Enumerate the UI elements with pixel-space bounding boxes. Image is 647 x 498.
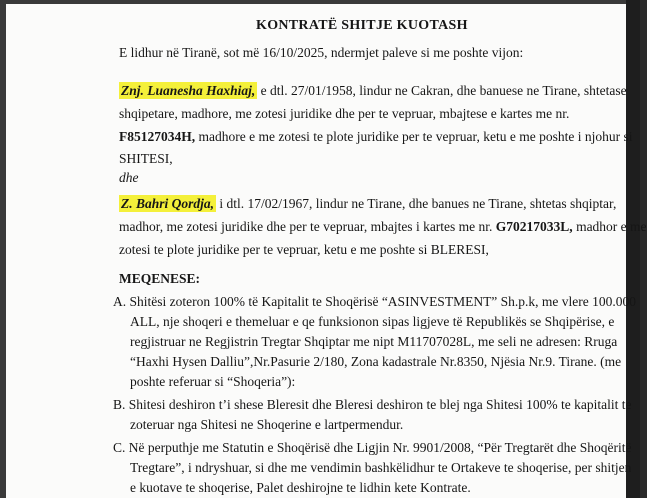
clause-c-line-3: e kuotave te shoqerise, Palet deshirojne te lidhin kete Kontrate. (130, 480, 471, 495)
seller-line-1 (119, 82, 627, 100)
seller-name-highlight: Znj. Luanesha Haxhiaj, (121, 83, 256, 98)
clause-a-line-5: poshte referuar si “Shoqeria”): (130, 374, 296, 389)
buyer-line-1 (119, 195, 616, 213)
intro-line: E lidhur në Tiranë, sot më 16/10/2025, ndermjet paleve si me poshte vijon: (119, 45, 524, 60)
buyer-line-3: zotesi te plote juridike per te vepruar, ketu e me poshte si BLERESI, (119, 242, 489, 257)
buyer-id-number: G70217033L, (495, 219, 573, 234)
buyer-name-highlight: Z. Bahri Qordja, (121, 196, 215, 211)
seller-line-1-text: e dtl. 27/01/1958, lindur ne Cakran, dhe banuese ne Tirane, shtetase (260, 83, 627, 98)
clause-c-line-1: C. Në perputhje me Statutin e Shoqërisë dhe Ligjin Nr. 9901/2008, “Për Tregtarët dhe Shoqëritë (113, 440, 632, 455)
clause-a-line-3: regjistruar ne Regjistrin Tregtar Shqiptar me nipt M11707028L, me seli ne adresen: Rruga (130, 334, 618, 349)
seller-id-number: F85127034H, (119, 129, 196, 144)
clause-b-line-2: zoteruar nga Shitesi ne Shoqerine e lartpermendur. (130, 417, 404, 432)
seller-line-2: shqipetare, madhore, me zotesi juridike dhe per te vepruar, mbajtese e kartes me nr. (119, 106, 570, 121)
document-page (6, 4, 647, 498)
seller-line-3 (119, 128, 632, 146)
document-title: KONTRATË SHITJE KUOTASH (256, 18, 468, 33)
dhe-connector: dhe (119, 170, 139, 185)
buyer-line-2-pre: madhor, me zotesi juridike dhe per te vepruar, mbajtes i kartes me nr. (119, 219, 493, 234)
clause-a-line-2: ALL, nje shoqeri e themeluar e qe funksionon sipas ligjeve të Republikës se Shqipërise, e (130, 314, 615, 329)
buyer-line-2 (119, 218, 647, 236)
clause-c-line-2: Tregtare”, i ndryshuar, si dhe me vendimin bashkëlidhur te Ortakeve te shoqerise, per shitjen (130, 460, 632, 475)
clause-a-line-4: “Haxhi Hysen Dalliu”,Nr.Pasurie 2/180, Zona kadastrale Nr.8350, Njësia Nr.9. Tirane. (me (130, 354, 622, 369)
clause-a-line-1: A. Shitësi zoteron 100% të Kapitalit te Shoqërisë “ASINVESTMENT” Sh.p.k, me vlere 100.000 (113, 294, 637, 309)
seller-role: SHITESI, (119, 151, 173, 166)
meqenese-heading: MEQENESE: (119, 271, 201, 286)
seller-line-3-text: madhore e me zotesi te plote juridike per te vepruar, ketu e me poshte i njohur si (198, 129, 633, 144)
clause-b-line-1: B. Shitesi deshiron t’i shese Bleresit dhe Bleresi deshiron te blej nga Shitesi 100% te kapitalit te (113, 397, 632, 412)
buyer-line-1-text: i dtl. 17/02/1967, lindur ne Tirane, dhe banues ne Tirane, shtetas shqiptar, (219, 196, 617, 211)
scan-frame-right (626, 0, 640, 498)
buyer-line-2-post: madhor e me (576, 219, 647, 234)
